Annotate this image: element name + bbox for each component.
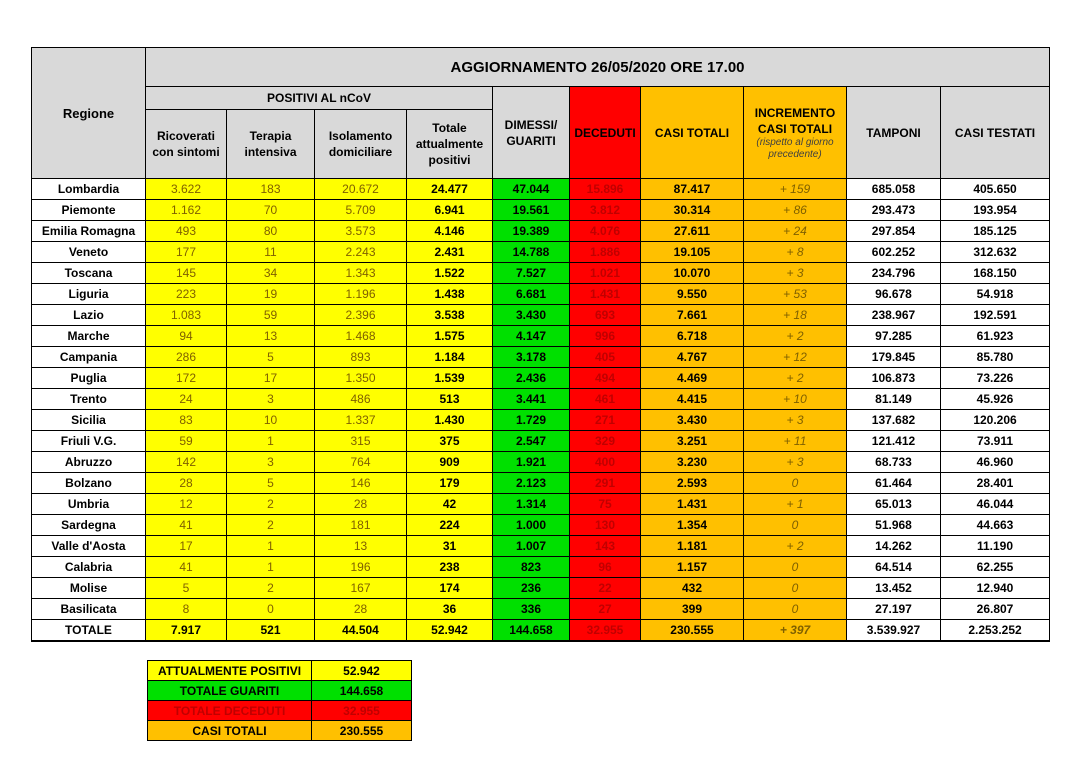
- cell-totale-positivi: 6.941: [407, 200, 493, 221]
- cell-terapia: 183: [227, 179, 315, 200]
- cell-regione: Basilicata: [32, 599, 146, 620]
- summary-row: [148, 661, 412, 681]
- cell-isolamento: 486: [315, 389, 407, 410]
- cell-deceduti: 22: [570, 578, 641, 599]
- cell-isolamento: 1.468: [315, 326, 407, 347]
- header-tamponi: TAMPONI: [847, 87, 941, 179]
- cell-incremento: + 53: [744, 284, 847, 305]
- cell-casi-totali: 2.593: [641, 473, 744, 494]
- cell-regione: Umbria: [32, 494, 146, 515]
- cell-totale-positivi: 1.438: [407, 284, 493, 305]
- cell-deceduti: 329: [570, 431, 641, 452]
- cell-casi-totali: 4.415: [641, 389, 744, 410]
- table-row: [32, 599, 1050, 620]
- cell-terapia: 5: [227, 347, 315, 368]
- cell-incremento: 0: [744, 515, 847, 536]
- cell-dimessi: 4.147: [493, 326, 570, 347]
- cell-dimessi: 3.441: [493, 389, 570, 410]
- cell-isolamento: 764: [315, 452, 407, 473]
- header-regione: Regione: [32, 48, 146, 179]
- cell-casi-testati: 46.960: [941, 452, 1050, 473]
- cell-casi-totali: 9.550: [641, 284, 744, 305]
- cell-ricoverati: 1.162: [146, 200, 227, 221]
- cell-terapia: 70: [227, 200, 315, 221]
- cell-deceduti: 143: [570, 536, 641, 557]
- cell-ricoverati: 177: [146, 242, 227, 263]
- cell-incremento: + 397: [744, 620, 847, 641]
- cell-incremento: + 1: [744, 494, 847, 515]
- cell-dimessi: 236: [493, 578, 570, 599]
- table-row: [32, 326, 1050, 347]
- cell-casi-totali: 3.251: [641, 431, 744, 452]
- cell-ricoverati: 7.917: [146, 620, 227, 641]
- cell-deceduti: 1.431: [570, 284, 641, 305]
- cell-deceduti: 3.812: [570, 200, 641, 221]
- cell-deceduti: 27: [570, 599, 641, 620]
- cell-regione: Lombardia: [32, 179, 146, 200]
- cell-ricoverati: 493: [146, 221, 227, 242]
- cell-dimessi: 2.123: [493, 473, 570, 494]
- cell-incremento: + 3: [744, 263, 847, 284]
- cell-casi-totali: 1.157: [641, 557, 744, 578]
- cell-casi-testati: 44.663: [941, 515, 1050, 536]
- header-positivi-group: POSITIVI AL nCoV: [146, 87, 493, 110]
- cell-terapia: 0: [227, 599, 315, 620]
- table-row: [32, 620, 1050, 641]
- summary-label: CASI TOTALI: [148, 721, 312, 741]
- cell-casi-testati: 12.940: [941, 578, 1050, 599]
- cell-deceduti: 15.896: [570, 179, 641, 200]
- cell-dimessi: 14.788: [493, 242, 570, 263]
- cell-isolamento: 315: [315, 431, 407, 452]
- header-deceduti: DECEDUTI: [570, 87, 641, 179]
- cell-incremento: + 3: [744, 452, 847, 473]
- header-incremento: [744, 87, 847, 179]
- table-row: [32, 452, 1050, 473]
- cell-ricoverati: 28: [146, 473, 227, 494]
- summary-row: [148, 681, 412, 701]
- table-row: [32, 200, 1050, 221]
- cell-tamponi: 14.262: [847, 536, 941, 557]
- cell-totale-positivi: 36: [407, 599, 493, 620]
- cell-casi-testati: 28.401: [941, 473, 1050, 494]
- cell-totale-positivi: 1.575: [407, 326, 493, 347]
- cell-totale-positivi: 1.184: [407, 347, 493, 368]
- cell-casi-testati: 62.255: [941, 557, 1050, 578]
- cell-terapia: 59: [227, 305, 315, 326]
- cell-casi-totali: 1.181: [641, 536, 744, 557]
- cell-terapia: 13: [227, 326, 315, 347]
- cell-incremento: + 3: [744, 410, 847, 431]
- cell-totale-positivi: 513: [407, 389, 493, 410]
- cell-totale-positivi: 179: [407, 473, 493, 494]
- cell-totale-positivi: 4.146: [407, 221, 493, 242]
- summary-row: [148, 721, 412, 741]
- cell-regione: Piemonte: [32, 200, 146, 221]
- table-row: [32, 263, 1050, 284]
- table-row: [32, 389, 1050, 410]
- table-row: [32, 284, 1050, 305]
- cell-regione: Campania: [32, 347, 146, 368]
- cell-dimessi: 1.729: [493, 410, 570, 431]
- cell-deceduti: 494: [570, 368, 641, 389]
- cell-isolamento: 1.196: [315, 284, 407, 305]
- header-incremento-note: (rispetto al giorno precedente): [756, 136, 834, 160]
- cell-deceduti: 405: [570, 347, 641, 368]
- cell-tamponi: 51.968: [847, 515, 941, 536]
- table-row: [32, 410, 1050, 431]
- table-row: [32, 578, 1050, 599]
- table-row: [32, 431, 1050, 452]
- cell-incremento: 0: [744, 599, 847, 620]
- cell-casi-totali: 87.417: [641, 179, 744, 200]
- cell-isolamento: 1.343: [315, 263, 407, 284]
- cell-casi-totali: 7.661: [641, 305, 744, 326]
- cell-ricoverati: 41: [146, 515, 227, 536]
- cell-ricoverati: 59: [146, 431, 227, 452]
- cell-incremento: + 8: [744, 242, 847, 263]
- cell-tamponi: 137.682: [847, 410, 941, 431]
- cell-ricoverati: 223: [146, 284, 227, 305]
- cell-incremento: + 2: [744, 326, 847, 347]
- cell-isolamento: 28: [315, 599, 407, 620]
- cell-dimessi: 3.178: [493, 347, 570, 368]
- cell-ricoverati: 286: [146, 347, 227, 368]
- cell-dimessi: 1.921: [493, 452, 570, 473]
- cell-casi-testati: 312.632: [941, 242, 1050, 263]
- cell-incremento: + 86: [744, 200, 847, 221]
- cell-dimessi: 19.389: [493, 221, 570, 242]
- cell-terapia: 10: [227, 410, 315, 431]
- cell-ricoverati: 3.622: [146, 179, 227, 200]
- cell-tamponi: 96.678: [847, 284, 941, 305]
- update-title: AGGIORNAMENTO 26/05/2020 ORE 17.00: [146, 48, 1050, 87]
- cell-tamponi: 106.873: [847, 368, 941, 389]
- cell-regione: Emilia Romagna: [32, 221, 146, 242]
- cell-casi-testati: 85.780: [941, 347, 1050, 368]
- cell-casi-testati: 73.911: [941, 431, 1050, 452]
- cell-casi-testati: 46.044: [941, 494, 1050, 515]
- cell-dimessi: 1.314: [493, 494, 570, 515]
- cell-regione: Liguria: [32, 284, 146, 305]
- cell-regione: Sicilia: [32, 410, 146, 431]
- summary-row: [148, 701, 412, 721]
- summary-label: ATTUALMENTE POSITIVI: [148, 661, 312, 681]
- cell-casi-testati: 405.650: [941, 179, 1050, 200]
- cell-casi-totali: 19.105: [641, 242, 744, 263]
- cell-tamponi: 68.733: [847, 452, 941, 473]
- cell-isolamento: 13: [315, 536, 407, 557]
- table-row: [32, 557, 1050, 578]
- cell-isolamento: 2.243: [315, 242, 407, 263]
- cell-tamponi: 3.539.927: [847, 620, 941, 641]
- cell-dimessi: 144.658: [493, 620, 570, 641]
- header-terapia: Terapia intensiva: [227, 110, 315, 179]
- cell-dimessi: 19.561: [493, 200, 570, 221]
- cell-ricoverati: 12: [146, 494, 227, 515]
- cell-totale-positivi: 909: [407, 452, 493, 473]
- cell-tamponi: 65.013: [847, 494, 941, 515]
- cell-regione: Valle d'Aosta: [32, 536, 146, 557]
- cell-casi-testati: 185.125: [941, 221, 1050, 242]
- cell-tamponi: 61.464: [847, 473, 941, 494]
- header-incremento-label: INCREMENTO CASI TOTALI: [754, 105, 836, 136]
- cell-casi-testati: 120.206: [941, 410, 1050, 431]
- cell-terapia: 2: [227, 578, 315, 599]
- cell-deceduti: 32.955: [570, 620, 641, 641]
- cell-casi-totali: 27.611: [641, 221, 744, 242]
- cell-casi-totali: 6.718: [641, 326, 744, 347]
- cell-deceduti: 96: [570, 557, 641, 578]
- table-row: [32, 368, 1050, 389]
- cell-casi-totali: 4.469: [641, 368, 744, 389]
- cell-totale-positivi: 1.539: [407, 368, 493, 389]
- cell-deceduti: 461: [570, 389, 641, 410]
- cell-totale-positivi: 174: [407, 578, 493, 599]
- cell-casi-testati: 61.923: [941, 326, 1050, 347]
- cell-incremento: + 18: [744, 305, 847, 326]
- table-body: [32, 179, 1050, 641]
- cell-deceduti: 1.021: [570, 263, 641, 284]
- cell-terapia: 1: [227, 536, 315, 557]
- table-row: [32, 536, 1050, 557]
- cell-casi-testati: 11.190: [941, 536, 1050, 557]
- cell-dimessi: 1.007: [493, 536, 570, 557]
- cell-regione: Lazio: [32, 305, 146, 326]
- cell-totale-positivi: 42: [407, 494, 493, 515]
- cell-dimessi: 3.430: [493, 305, 570, 326]
- table-row: [32, 221, 1050, 242]
- cell-ricoverati: 24: [146, 389, 227, 410]
- cell-totale-positivi: 2.431: [407, 242, 493, 263]
- cell-isolamento: 181: [315, 515, 407, 536]
- cell-casi-totali: 30.314: [641, 200, 744, 221]
- cell-terapia: 11: [227, 242, 315, 263]
- cell-deceduti: 4.076: [570, 221, 641, 242]
- cell-deceduti: 1.886: [570, 242, 641, 263]
- cell-tamponi: 293.473: [847, 200, 941, 221]
- cell-casi-totali: 432: [641, 578, 744, 599]
- cell-casi-testati: 168.150: [941, 263, 1050, 284]
- table-row: [32, 473, 1050, 494]
- cell-regione: Bolzano: [32, 473, 146, 494]
- header-isolamento: Isolamento domiciliare: [315, 110, 407, 179]
- cell-incremento: + 24: [744, 221, 847, 242]
- cell-regione: Abruzzo: [32, 452, 146, 473]
- cell-terapia: 1: [227, 431, 315, 452]
- header-dimessi: DIMESSI/ GUARITI: [493, 87, 570, 179]
- cell-tamponi: 685.058: [847, 179, 941, 200]
- table-row: [32, 242, 1050, 263]
- cell-totale-positivi: 52.942: [407, 620, 493, 641]
- summary-label: TOTALE GUARITI: [148, 681, 312, 701]
- header-casi-totali: CASI TOTALI: [641, 87, 744, 179]
- cell-tamponi: 297.854: [847, 221, 941, 242]
- cell-dimessi: 823: [493, 557, 570, 578]
- cell-deceduti: 996: [570, 326, 641, 347]
- cell-totale-positivi: 1.430: [407, 410, 493, 431]
- cell-incremento: + 159: [744, 179, 847, 200]
- cell-terapia: 2: [227, 515, 315, 536]
- cell-isolamento: 3.573: [315, 221, 407, 242]
- cell-regione: Friuli V.G.: [32, 431, 146, 452]
- header-casi-testati: CASI TESTATI: [941, 87, 1050, 179]
- cell-tamponi: 97.285: [847, 326, 941, 347]
- table-row: [32, 347, 1050, 368]
- cell-tamponi: 13.452: [847, 578, 941, 599]
- cell-dimessi: 1.000: [493, 515, 570, 536]
- covid-regions-table: [31, 47, 1050, 642]
- cell-totale-positivi: 375: [407, 431, 493, 452]
- header-totale-positivi: Totale attualmente positivi: [407, 110, 493, 179]
- table-row: [32, 515, 1050, 536]
- cell-terapia: 34: [227, 263, 315, 284]
- cell-casi-testati: 2.253.252: [941, 620, 1050, 641]
- cell-isolamento: 20.672: [315, 179, 407, 200]
- cell-deceduti: 271: [570, 410, 641, 431]
- cell-regione: TOTALE: [32, 620, 146, 641]
- cell-casi-testati: 26.807: [941, 599, 1050, 620]
- cell-totale-positivi: 1.522: [407, 263, 493, 284]
- cell-casi-totali: 1.431: [641, 494, 744, 515]
- cell-totale-positivi: 238: [407, 557, 493, 578]
- cell-terapia: 3: [227, 389, 315, 410]
- cell-casi-testati: 192.591: [941, 305, 1050, 326]
- cell-casi-testati: 45.926: [941, 389, 1050, 410]
- cell-casi-totali: 399: [641, 599, 744, 620]
- cell-casi-totali: 4.767: [641, 347, 744, 368]
- cell-tamponi: 179.845: [847, 347, 941, 368]
- cell-incremento: 0: [744, 557, 847, 578]
- cell-casi-testati: 73.226: [941, 368, 1050, 389]
- summary-value: 32.955: [312, 701, 412, 721]
- cell-tamponi: 27.197: [847, 599, 941, 620]
- cell-deceduti: 693: [570, 305, 641, 326]
- cell-ricoverati: 1.083: [146, 305, 227, 326]
- cell-tamponi: 121.412: [847, 431, 941, 452]
- table-row: [32, 494, 1050, 515]
- cell-totale-positivi: 31: [407, 536, 493, 557]
- cell-incremento: + 10: [744, 389, 847, 410]
- cell-terapia: 2: [227, 494, 315, 515]
- summary-value: 144.658: [312, 681, 412, 701]
- cell-ricoverati: 41: [146, 557, 227, 578]
- cell-isolamento: 28: [315, 494, 407, 515]
- cell-ricoverati: 5: [146, 578, 227, 599]
- cell-isolamento: 146: [315, 473, 407, 494]
- cell-tamponi: 602.252: [847, 242, 941, 263]
- cell-dimessi: 47.044: [493, 179, 570, 200]
- cell-isolamento: 167: [315, 578, 407, 599]
- cell-deceduti: 75: [570, 494, 641, 515]
- cell-terapia: 17: [227, 368, 315, 389]
- summary-label: TOTALE DECEDUTI: [148, 701, 312, 721]
- cell-incremento: 0: [744, 473, 847, 494]
- cell-regione: Marche: [32, 326, 146, 347]
- cell-terapia: 3: [227, 452, 315, 473]
- cell-ricoverati: 83: [146, 410, 227, 431]
- cell-regione: Trento: [32, 389, 146, 410]
- cell-regione: Veneto: [32, 242, 146, 263]
- cell-isolamento: 2.396: [315, 305, 407, 326]
- cell-totale-positivi: 3.538: [407, 305, 493, 326]
- cell-ricoverati: 8: [146, 599, 227, 620]
- cell-casi-totali: 3.430: [641, 410, 744, 431]
- cell-dimessi: 2.436: [493, 368, 570, 389]
- cell-ricoverati: 94: [146, 326, 227, 347]
- cell-isolamento: 1.337: [315, 410, 407, 431]
- cell-tamponi: 64.514: [847, 557, 941, 578]
- cell-terapia: 521: [227, 620, 315, 641]
- summary-body: [148, 661, 412, 741]
- cell-ricoverati: 142: [146, 452, 227, 473]
- summary-value: 230.555: [312, 721, 412, 741]
- cell-incremento: + 2: [744, 368, 847, 389]
- cell-tamponi: 234.796: [847, 263, 941, 284]
- cell-terapia: 5: [227, 473, 315, 494]
- cell-totale-positivi: 224: [407, 515, 493, 536]
- cell-incremento: + 12: [744, 347, 847, 368]
- cell-regione: Toscana: [32, 263, 146, 284]
- cell-deceduti: 291: [570, 473, 641, 494]
- cell-casi-totali: 230.555: [641, 620, 744, 641]
- cell-isolamento: 893: [315, 347, 407, 368]
- cell-dimessi: 2.547: [493, 431, 570, 452]
- cell-tamponi: 238.967: [847, 305, 941, 326]
- cell-incremento: + 11: [744, 431, 847, 452]
- cell-dimessi: 7.527: [493, 263, 570, 284]
- cell-ricoverati: 145: [146, 263, 227, 284]
- cell-dimessi: 6.681: [493, 284, 570, 305]
- cell-isolamento: 44.504: [315, 620, 407, 641]
- cell-terapia: 80: [227, 221, 315, 242]
- cell-casi-totali: 1.354: [641, 515, 744, 536]
- header-ricoverati: Ricoverati con sintomi: [146, 110, 227, 179]
- summary-value: 52.942: [312, 661, 412, 681]
- cell-isolamento: 1.350: [315, 368, 407, 389]
- cell-totale-positivi: 24.477: [407, 179, 493, 200]
- cell-isolamento: 196: [315, 557, 407, 578]
- cell-regione: Calabria: [32, 557, 146, 578]
- cell-incremento: + 2: [744, 536, 847, 557]
- summary-table: [147, 660, 412, 741]
- cell-deceduti: 130: [570, 515, 641, 536]
- cell-casi-testati: 193.954: [941, 200, 1050, 221]
- cell-isolamento: 5.709: [315, 200, 407, 221]
- cell-regione: Sardegna: [32, 515, 146, 536]
- cell-regione: Puglia: [32, 368, 146, 389]
- cell-terapia: 19: [227, 284, 315, 305]
- cell-dimessi: 336: [493, 599, 570, 620]
- cell-tamponi: 81.149: [847, 389, 941, 410]
- cell-incremento: 0: [744, 578, 847, 599]
- cell-ricoverati: 172: [146, 368, 227, 389]
- cell-deceduti: 400: [570, 452, 641, 473]
- cell-casi-totali: 3.230: [641, 452, 744, 473]
- cell-casi-totali: 10.070: [641, 263, 744, 284]
- cell-terapia: 1: [227, 557, 315, 578]
- cell-casi-testati: 54.918: [941, 284, 1050, 305]
- table-row: [32, 179, 1050, 200]
- cell-regione: Molise: [32, 578, 146, 599]
- table-row: [32, 305, 1050, 326]
- cell-ricoverati: 17: [146, 536, 227, 557]
